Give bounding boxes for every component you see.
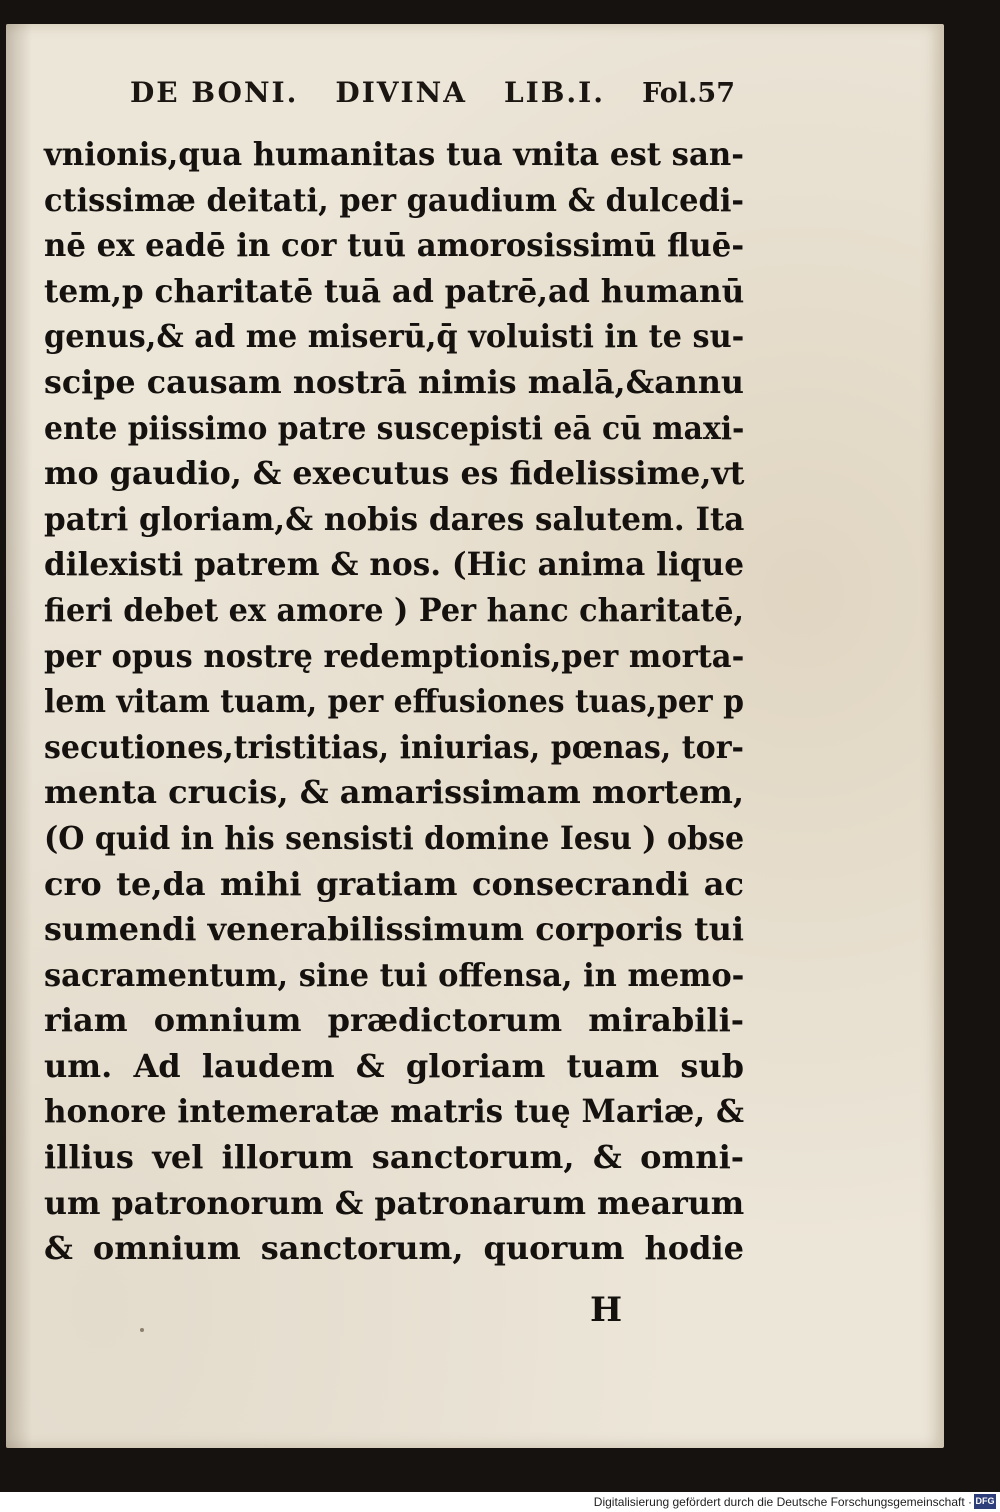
text-line: honore intemeratæ matris tuę Mariæ, & <box>44 1092 744 1131</box>
footer-credit: Digitalisierung gefördert durch die Deutsche Forschungsgemeinschaft · <box>593 1495 972 1509</box>
folio-number: Fol.57 <box>642 78 735 109</box>
text-line: cro te,da mihi gratiam consecrandi ac <box>44 864 744 903</box>
text-line: vnionis,qua humanitas tua vnita est san- <box>44 135 744 173</box>
text-line: sumendi venerabilissimum corporis tui <box>44 910 744 949</box>
text-line: per opus nostrę redemptionis,per morta- <box>44 636 745 675</box>
text-line: patri gloriam,& nobis dares salutem. Ita <box>44 499 745 538</box>
running-head-left: DE BONI. <box>130 76 299 109</box>
text-line: (O quid in his sensisti domine Iesu ) obse <box>44 818 745 857</box>
text-line: ente piissimo patre suscepisti eā cū maxi- <box>44 408 745 447</box>
text-line: illius vel illorum sanctorum, & omni- <box>44 1138 744 1177</box>
text-line: dilexisti patrem & nos. (Hic anima lique <box>44 545 744 584</box>
text-line: scipe causam nostrā nimis malā,&annu <box>44 362 744 401</box>
text-line: mo gaudio, & executus es fidelissime,vt <box>44 454 745 493</box>
gutter-shadow <box>6 24 32 1448</box>
text-line: lem vitam tuam, per effusiones tuas,per p <box>44 682 744 721</box>
text-line: genus,& ad me miserū,q̄ voluisti in te su- <box>44 317 745 356</box>
text-line: tem,p charitatē tuā ad patrē,ad humanū <box>44 271 745 310</box>
text-line: sacramentum, sine tui offensa, in memo- <box>44 955 745 994</box>
text-line: fieri debet ex amore ) Per hanc charitatē, <box>44 590 745 629</box>
text-line: um. Ad laudem & gloriam tuam sub <box>44 1046 744 1085</box>
body-text <box>44 132 744 1272</box>
text-line: secutiones,tristitias, iniurias, pœnas, tor- <box>44 727 744 766</box>
running-head <box>130 76 735 109</box>
text-line: riam omnium prædictorum mirabili- <box>44 1001 744 1040</box>
text-line: ctissimæ deitati, per gaudium & dulcedi- <box>44 180 745 219</box>
text-line: menta crucis, & amarissimam mortem, <box>44 773 745 812</box>
running-head-right: LIB.I. <box>503 76 606 109</box>
signature-mark: H <box>590 1290 623 1330</box>
dfg-logo: DFG <box>974 1494 996 1509</box>
paper-speck <box>140 1328 144 1332</box>
text-line: um patronorum & patronarum mearum <box>44 1183 745 1222</box>
text-line: & omnium sanctorum, quorum hodie <box>44 1229 744 1268</box>
text-line: nē ex eadē in cor tuū amorosissimū fluē- <box>44 226 745 265</box>
running-head-middle: DIVINA <box>335 76 467 109</box>
